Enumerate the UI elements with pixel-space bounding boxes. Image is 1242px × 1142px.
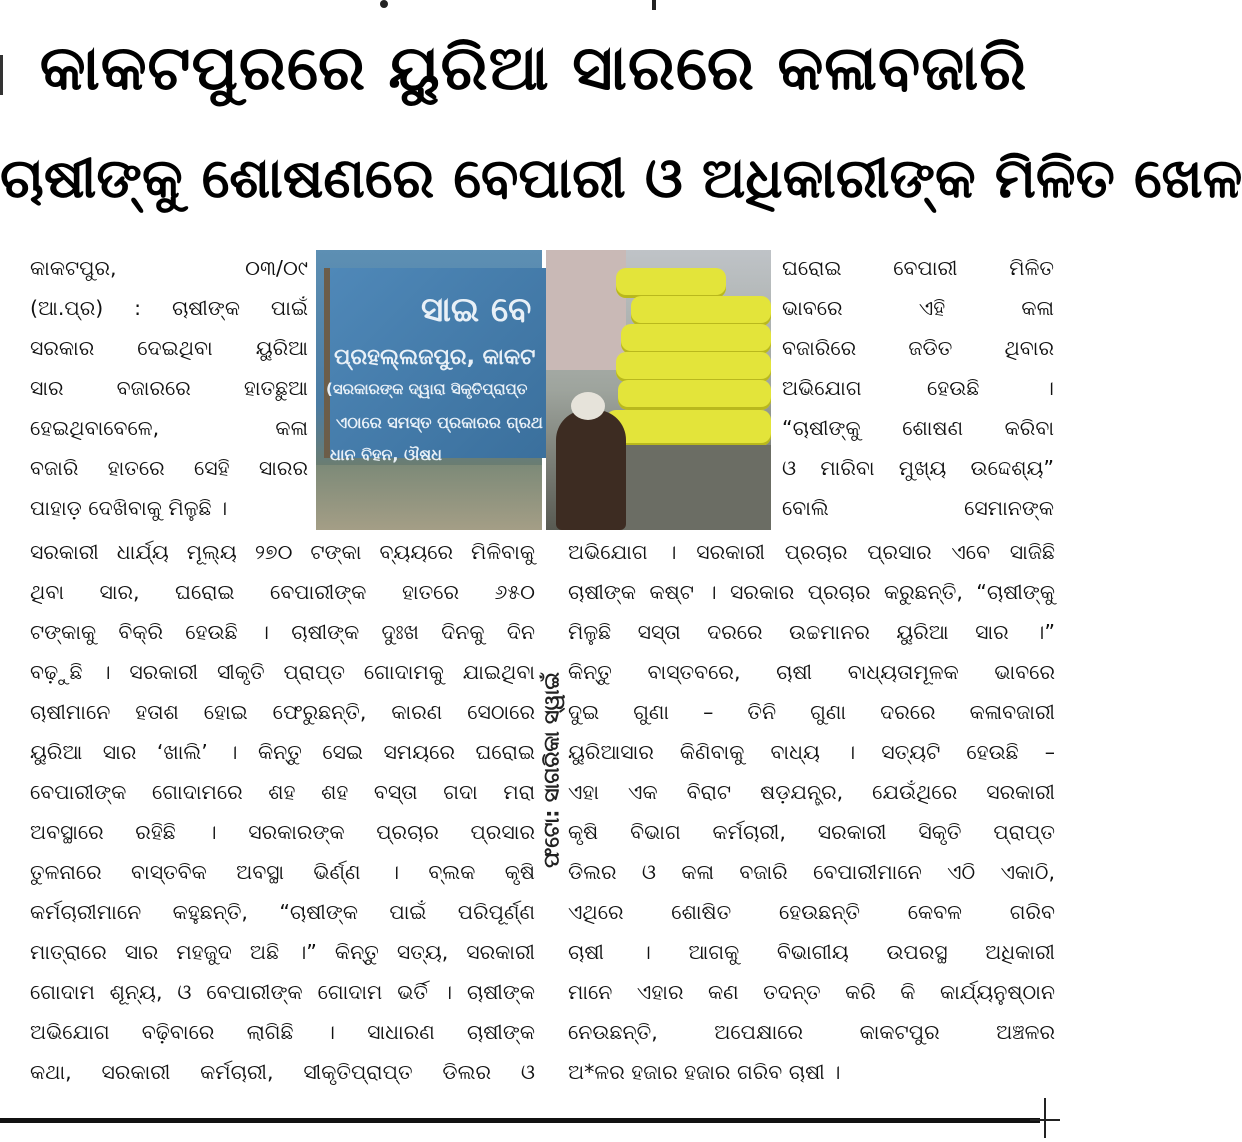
urea-bag [621,324,771,354]
headline-sub: ଚାଷୀଙ୍କୁ ଶୋଷଣରେ ବେପାରୀ ଓ ଅଧିକାରୀଙ୍କ ମିଳିତ ଖେଳ [0,146,1242,210]
article-line: ପାହାଡ଼ ଦେଖିବାକୁ ମିଳୁଛି । [30,496,228,520]
crop-mark-icon [1030,1098,1060,1138]
photo-credit [536,600,568,940]
article-line: ଅଭିଯୋଗ ହେଉଛି । [782,376,1054,400]
article-line: ଟଙ୍କାକୁ ବିକ୍ରି ହେଉଛି । ଚାଷୀଙ୍କ ଦୁଃଖ ଦିନକୁ ଦିନ [30,620,535,644]
article-line: ହେଇଥିବାବେଳେ, କଳା [30,416,308,440]
article-line: ଘରୋଇ ବେପାରୀ ମିଳିତ [782,256,1054,280]
article-line: ଡିଲର ଓ କଳା ବଜାରି ବେପାରୀମାନେ ଏଠି ଏକାଠି, [568,860,1055,884]
article-line: ଭାବରେ ଏହି କଳା [782,296,1054,320]
article-line: ଏହା ଏକ ବିରାଟ ଷଡ଼ଯନ୍ତ୍ର, ଯେଉଁଥିରେ ସରକାରୀ [568,780,1055,804]
top-mark [380,0,388,8]
article-line: ଚାଷୀଙ୍କ କଷ୍ଟ । ସରକାର ପ୍ରଚାର କରୁଛନ୍ତି, “ଚାଷୀଙ୍କୁ [568,580,1055,604]
article-column-right [568,532,1055,1092]
article-line: ବଢ଼ୁଛି । ସରକାରୀ ସୀକୃତି ପ୍ରାପ୍ତ ଗୋଦାମକୁ ଯାଇଥିବା [30,660,535,684]
article-line: କର୍ମଚାରୀମାନେ କହୁଛନ୍ତି, “ଚାଷୀଙ୍କ ପାଇଁ ପରିପୂର୍ଣ୍ଣ [30,900,535,924]
article-line: ଥିବା ସାର, ଘରୋଇ ବେପାରୀଙ୍କ ହାତରେ ୬୫୦ [30,580,535,604]
article-line: ସାର ବଜାରରେ ହାତଛୁଆ [30,376,308,400]
article-line: ବଜାରିରେ ଜଡିତ ଥିବାର [782,336,1054,360]
top-mark [652,0,656,10]
article-line: “ଚାଷୀଙ୍କୁ ଶୋଷଣ କରିବା [782,416,1054,440]
article-line: ବେପାରୀଙ୍କ ଗୋଦାମରେ ଶହ ଶହ ବସ୍ତା ଗଦା ମରା [30,780,535,804]
article-line: ଓ ମାରିବା ମୁଖ୍ୟ ଉଦ୍ଦେଶ୍ୟ” [782,456,1054,480]
article-line: ମାନେ ଏହାର କଣ ତଦନ୍ତ କରି କି କାର୍ଯ୍ୟନୁଷ୍ଠାନ [568,980,1055,1004]
article-column-left-top [30,248,308,528]
sign-text: ଏଠାରେ ସମସ୍ତ ପ୍ରକାରର ଗ୍ରଥ [336,413,543,432]
photo-shop-signboard [316,250,542,530]
top-strip [0,0,1067,14]
article-line: ଅ*ଳର ହଜାର ହଜାର ଗରିବ ଚାଷୀ । [568,1060,841,1084]
article-line: ବୋଲି ସେମାନଙ୍କ [782,496,1054,520]
article-line: କୃଷି ବିଭାଗ କର୍ମଚାରୀ, ସରକାରୀ ସିକୃତି ପ୍ରାପ୍ତ [568,820,1055,844]
photo-urea-bags [546,250,771,530]
worker [556,410,626,530]
article-line: ସରକାର ଦେଇଥିବା ୟୁରିଆ [30,336,308,360]
article-line: (ଆ.ପ୍ର) : ଚାଷୀଙ୍କ ପାଇଁ [30,296,308,320]
urea-bag [606,410,771,446]
article-line: କିନ୍ତୁ ବାସ୍ତବରେ, ଚାଷୀ ବାଧ୍ୟତାମୂଳକ ଭାବରେ [568,660,1055,684]
article-line: ଅଭିଯୋଗ ବଢ଼ିବାରେ ଲାଗିଛି । ସାଧାରଣ ଚାଷୀଙ୍କ [30,1020,535,1044]
article-line: ଚାଷୀ । ଆଗକୁ ବିଭାଗୀୟ ଉପରସ୍ଥ ଅଧିକାରୀ [568,940,1055,964]
article-line: ଏଥିରେ ଶୋଷିତ ହେଉଛନ୍ତି କେବଳ ଗରିବ [568,900,1055,924]
article-line: ତୁଳନାରେ ବାସ୍ତବିକ ଅବସ୍ଥା ଭିର୍ଣ୍ଣ । ବ୍ଲକ କୃଷି [30,860,535,884]
background-building [546,250,626,370]
article-line: ଗୋଦାମ ଶୂନ୍ୟ, ଓ ବେପାରୀଙ୍କ ଗୋଦାମ ଭର୍ତି । ଚାଷୀଙ୍କ [30,980,535,1004]
worker-head [571,392,605,420]
article-line: ୟୁରିଆ ସାର ‘ଖାଲି’ । କିନ୍ତୁ ସେଇ ସମୟରେ ଘରୋଇ [30,740,535,764]
truck-bed [606,445,771,530]
sign-text: ଧାନ ବିହନ, ଔଷଧ [330,445,442,464]
article-line: କଥା, ସରକାରୀ କର୍ମଚାରୀ, ସୀକୃତିପ୍ରାପ୍ତ ଡିଲର ଓ [30,1060,535,1084]
article-line: କାକଟପୁର, ୦୩/୦୯ [30,256,308,280]
article-line: ଦୁଇ ଗୁଣା – ତିନି ଗୁଣା ଦରରେ କଳାବଜାରୀ [568,700,1055,724]
sign-text: ସାଇ ବେ [421,290,532,330]
article-line: ଚାଷୀମାନେ ହତାଶ ହୋଇ ଫେରୁଛନ୍ତି, କାରଣ ସେଠାରେ [30,700,535,724]
article-column-right-top [782,248,1054,528]
article-line: ଅବସ୍ଥାରେ ରହିଛି । ସରକାରଙ୍କ ପ୍ରଚାର ପ୍ରସାର [30,820,535,844]
article-line: ସରକାରୀ ଧାର୍ଯ୍ୟ ମୂଲ୍ୟ ୨୭୦ ଟଙ୍କା ବ୍ୟୟରେ ମିଳିବାକୁ [30,540,535,564]
urea-bag [631,296,771,326]
urea-bag [616,352,771,382]
article-line: ୟୁରିଆସାର କିଣିବାକୁ ବାଧ୍ୟ । ସତ୍ୟଟି ହେଉଛି – [568,740,1055,764]
sign-text: ପ୍ରହଲ୍ଲଜପୁର, କାକଟ [334,345,536,370]
article-line: ମିଳୁଛି ସସ୍ତା ଦରରେ ଉଚ୍ଚମାନର ୟୁରିଆ ସାର ।” [568,620,1055,644]
headline-main: କାକଟପୁରରେ ୟୁରିଆ ସାରରେ କଳାବଜାରି [39,31,1028,104]
photo-credit-text: ଫଟୋ: ସାଗରିକା ସ୍ୱାଇଁ [539,672,564,868]
article-line: ବଜାରି ହାତରେ ସେହି ସାରର [30,456,308,480]
bottom-rule [0,1118,1040,1123]
sign-text: (ସରକାରଙ୍କ ଦ୍ୱାରା ସିକୃତିପ୍ରାପ୍ତ [326,380,528,398]
article-line: ନେଉଛନ୍ତି, ଅପେକ୍ଷାରେ କାକଟପୁର ଅଞ୍ଚଳର [568,1020,1055,1044]
article-line: ଅଭିଯୋଗ । ସରକାରୀ ପ୍ରଚାର ପ୍ରସାର ଏବେ ସାଜିଛି [568,540,1055,564]
urea-bag [616,268,726,298]
article-column-left [30,532,535,1092]
ground [316,465,542,530]
article-line: ମାତ୍ରାରେ ସାର ମହଜୁଦ ଅଛି ।” କିନ୍ତୁ ସତ୍ୟ, ସରକାରୀ [30,940,535,964]
urea-bag [618,380,771,410]
